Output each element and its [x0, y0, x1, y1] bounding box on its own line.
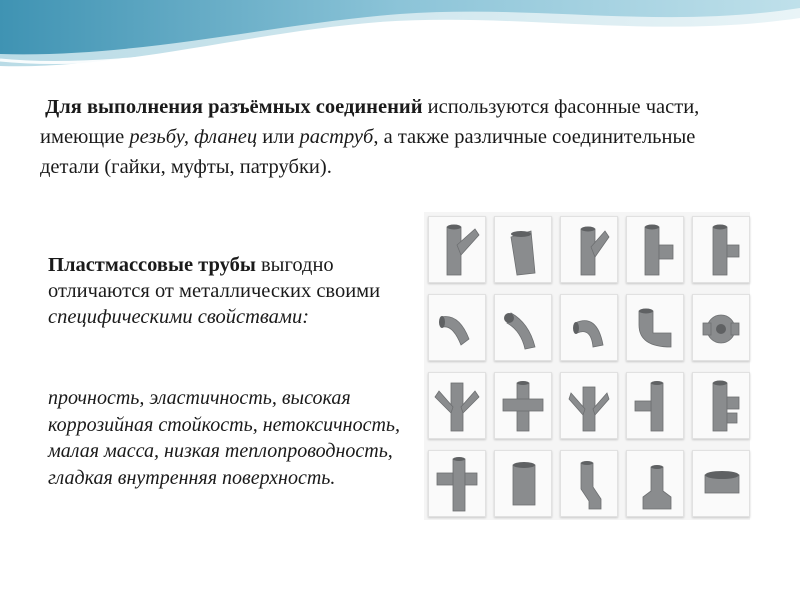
intro-italic-1: резьбу, фланец: [129, 126, 258, 148]
elbow-67-icon: [561, 295, 617, 360]
fitting-thumbnail: [692, 372, 750, 439]
tee-90-icon: [627, 217, 683, 282]
fitting-thumbnail: [692, 294, 750, 361]
intro-text-3: , а также различные соединительные детали (гайки, муфты, патрубки).: [40, 126, 696, 178]
plastic-pipes-bold: Пластмассовые трубы: [48, 254, 256, 276]
double-wye-icon: [429, 373, 485, 438]
fitting-thumbnail: [428, 216, 486, 283]
revision-cross-icon: [693, 295, 749, 360]
plastic-pipes-text: выгодно отличаются от металлических своими: [48, 254, 381, 302]
fittings-grid: [424, 212, 750, 520]
intro-italic-2: раструб: [299, 126, 374, 148]
double-wye-short-icon: [561, 373, 617, 438]
intro-bold: Для выполнения разъёмных соединений: [45, 96, 423, 118]
fitting-thumbnail: [428, 450, 486, 517]
fitting-thumbnail: [428, 294, 486, 361]
plastic-pipes-paragraph: [48, 252, 428, 330]
offset-pipe-icon: [561, 451, 617, 516]
coupling-icon: [495, 451, 551, 516]
fitting-thumbnail: [692, 450, 750, 517]
bend-short-icon: [495, 217, 551, 282]
fitting-thumbnail: [626, 216, 684, 283]
fitting-thumbnail: [560, 294, 618, 361]
cross-long-icon: [429, 451, 485, 516]
elbow-30-icon: [495, 295, 551, 360]
intro-text-1: используются фасонные части, имеющие: [40, 96, 700, 148]
elbow-45-icon: [429, 295, 485, 360]
fitting-thumbnail: [428, 372, 486, 439]
fitting-thumbnail: [692, 216, 750, 283]
intro-paragraph: [40, 92, 730, 182]
fitting-thumbnail: [560, 450, 618, 517]
fitting-thumbnail: [494, 372, 552, 439]
intro-text-2: или: [257, 126, 300, 148]
fitting-thumbnail: [626, 372, 684, 439]
double-tee-icon: [693, 373, 749, 438]
fitting-thumbnail: [494, 294, 552, 361]
tee-90-reducing-icon: [693, 217, 749, 282]
fitting-thumbnail: [626, 450, 684, 517]
tee-45-icon: [429, 217, 485, 282]
fitting-thumbnail: [560, 372, 618, 439]
fitting-thumbnail: [494, 450, 552, 517]
fitting-thumbnail: [560, 216, 618, 283]
reducer-icon: [627, 451, 683, 516]
fitting-thumbnail: [626, 294, 684, 361]
cross-icon: [495, 373, 551, 438]
end-cap-icon: [693, 451, 749, 516]
fitting-thumbnail: [494, 216, 552, 283]
wye-icon: [561, 217, 617, 282]
plastic-pipes-italic: специфическими свойствами:: [48, 306, 310, 328]
elbow-90-icon: [627, 295, 683, 360]
tee-side-icon: [627, 373, 683, 438]
properties-paragraph: прочность, эластичность, высокая коррозийная стойкость, нетоксичность, малая масса, низкая теплопроводность, гладкая внутренняя поверхность.: [48, 387, 401, 489]
